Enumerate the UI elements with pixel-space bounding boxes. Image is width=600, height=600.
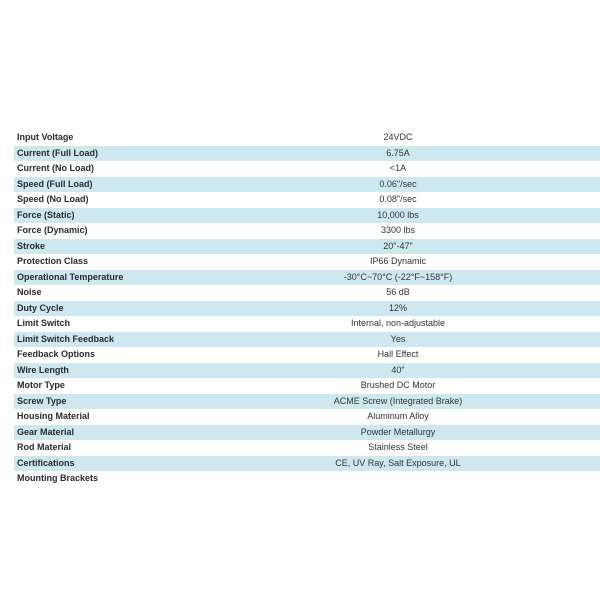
spec-value: Powder Metallurgy (217, 425, 600, 441)
spec-label: Certifications (14, 456, 217, 472)
spec-row-mounting-brackets (14, 471, 600, 487)
spec-value: Stainless Steel (217, 440, 600, 456)
spec-row-wire-length (14, 363, 600, 379)
spec-value (217, 471, 600, 487)
spec-label: Protection Class (14, 254, 217, 270)
spec-value: Brushed DC Motor (217, 378, 600, 394)
spec-value: <1A (217, 161, 600, 177)
spec-row-speed-full-load (14, 177, 600, 193)
spec-table-body (14, 130, 600, 487)
spec-label: Motor Type (14, 378, 217, 394)
spec-label: Operational Temperature (14, 270, 217, 286)
spec-value: CE, UV Ray, Salt Exposure, UL (217, 456, 600, 472)
spec-value: 12% (217, 301, 600, 317)
spec-row-housing-material (14, 409, 600, 425)
spec-value: 3300 lbs (217, 223, 600, 239)
spec-row-protection-class (14, 254, 600, 270)
spec-row-force-static (14, 208, 600, 224)
spec-label: Current (Full Load) (14, 146, 217, 162)
spec-label: Screw Type (14, 394, 217, 410)
spec-label: Housing Material (14, 409, 217, 425)
spec-label: Limit Switch Feedback (14, 332, 217, 348)
spec-row-current-no-load (14, 161, 600, 177)
spec-value: -30°C~70°C (-22°F~158°F) (217, 270, 600, 286)
spec-row-screw-type (14, 394, 600, 410)
spec-label: Gear Material (14, 425, 217, 441)
spec-label: Mounting Brackets (14, 471, 217, 487)
spec-label: Duty Cycle (14, 301, 217, 317)
spec-label: Force (Dynamic) (14, 223, 217, 239)
spec-value: 40" (217, 363, 600, 379)
spec-row-force-dynamic (14, 223, 600, 239)
spec-value: Hall Effect (217, 347, 600, 363)
spec-row-rod-material (14, 440, 600, 456)
spec-table (14, 130, 600, 487)
spec-value: Yes (217, 332, 600, 348)
spec-row-stroke (14, 239, 600, 255)
spec-label: Stroke (14, 239, 217, 255)
spec-value: IP66 Dynamic (217, 254, 600, 270)
spec-label: Feedback Options (14, 347, 217, 363)
spec-value: 6.75A (217, 146, 600, 162)
spec-row-gear-material (14, 425, 600, 441)
spec-value: 10,000 lbs (217, 208, 600, 224)
spec-value: 0.08"/sec (217, 192, 600, 208)
spec-label: Limit Switch (14, 316, 217, 332)
spec-label: Speed (No Load) (14, 192, 217, 208)
spec-value: 20"-47" (217, 239, 600, 255)
spec-value: 56 dB (217, 285, 600, 301)
spec-row-certifications (14, 456, 600, 472)
spec-value: ACME Screw (Integrated Brake) (217, 394, 600, 410)
spec-label: Input Voltage (14, 130, 217, 146)
spec-label: Noise (14, 285, 217, 301)
spec-row-operational-temperature (14, 270, 600, 286)
spec-row-duty-cycle (14, 301, 600, 317)
spec-value: Aluminum Alloy (217, 409, 600, 425)
spec-row-feedback-options (14, 347, 600, 363)
spec-row-motor-type (14, 378, 600, 394)
spec-row-current-full-load (14, 146, 600, 162)
spec-label: Speed (Full Load) (14, 177, 217, 193)
spec-label: Current (No Load) (14, 161, 217, 177)
spec-row-input-voltage (14, 130, 600, 146)
spec-value: 24VDC (217, 130, 600, 146)
spec-label: Wire Length (14, 363, 217, 379)
spec-row-limit-switch (14, 316, 600, 332)
spec-label: Force (Static) (14, 208, 217, 224)
spec-row-noise (14, 285, 600, 301)
spec-row-limit-switch-feedback (14, 332, 600, 348)
spec-value: 0.06"/sec (217, 177, 600, 193)
spec-value: Internal, non-adjustable (217, 316, 600, 332)
spec-label: Rod Material (14, 440, 217, 456)
spec-row-speed-no-load (14, 192, 600, 208)
